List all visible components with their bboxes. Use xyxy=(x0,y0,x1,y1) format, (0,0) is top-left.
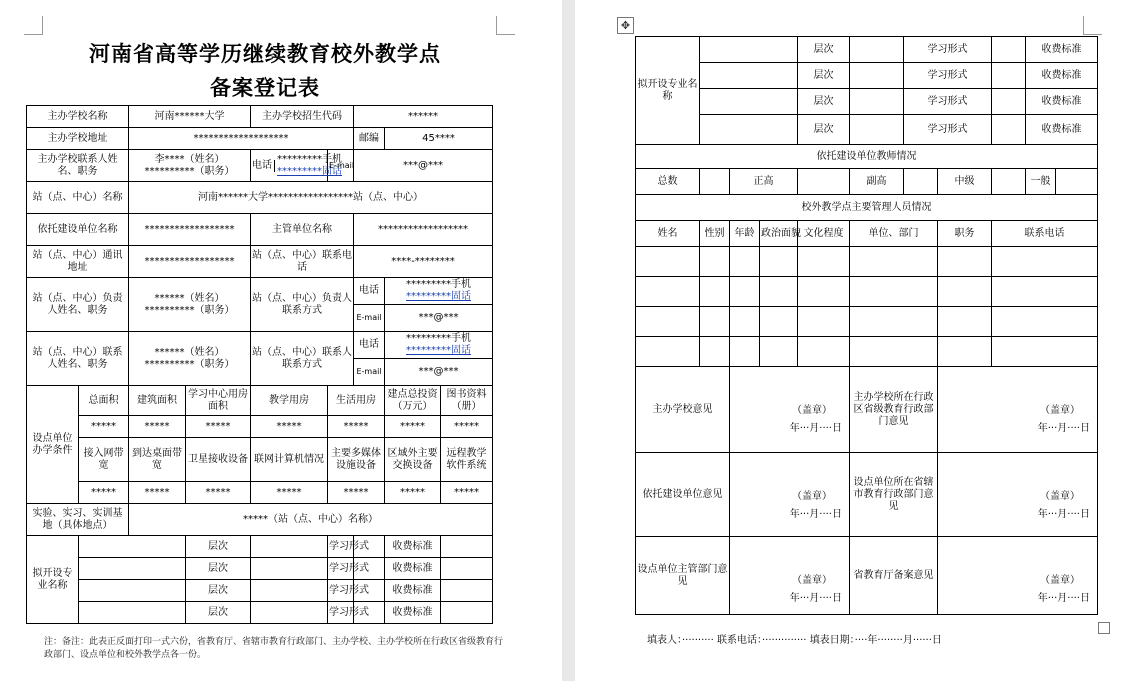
equip-value-3[interactable]: ***** xyxy=(251,482,328,504)
cond-header-6: 图书资料（册） xyxy=(441,386,493,416)
phone-label: 电话 xyxy=(252,160,275,172)
level-label-3: 层次 xyxy=(186,580,251,602)
school-address-label: 主办学校地址 xyxy=(27,128,129,150)
fee-label-1: 收费标准 xyxy=(385,536,441,558)
liaison-title: **********（职务） xyxy=(144,358,235,370)
staff-col-education: 文化程度 xyxy=(798,221,850,247)
cond-value-4[interactable]: ***** xyxy=(328,416,385,438)
cond-header-4: 生活用房 xyxy=(328,386,385,416)
seal-text: （盖章） xyxy=(1040,491,1080,502)
p2-level-value-2[interactable] xyxy=(850,63,904,89)
opinion-city-label: 设点单位所在省辖市教育行政部门意见 xyxy=(850,453,938,537)
phone-landline: *********固话 xyxy=(277,165,342,177)
principal-phone-mobile: *********手机 xyxy=(406,279,471,290)
unit-name-value[interactable]: ****************** xyxy=(129,214,251,246)
level-label-4: 层次 xyxy=(186,602,251,624)
teacher-associate-value[interactable] xyxy=(904,169,938,195)
supervisor-label: 主管单位名称 xyxy=(251,214,354,246)
contact-name: 李****（姓名） xyxy=(154,153,225,165)
p2-form-label-3: 学习形式 xyxy=(904,89,992,115)
p2-fee-label-4: 收费标准 xyxy=(1026,115,1098,145)
opinion-province-label: 省教育厅备案意见 xyxy=(850,537,938,615)
school-address-value[interactable]: ******************* xyxy=(129,128,354,150)
p2-level-value-4[interactable] xyxy=(850,115,904,145)
p2-form-value-2[interactable] xyxy=(992,63,1026,89)
document-page-2 xyxy=(575,0,1129,681)
principal-value[interactable] xyxy=(129,278,251,332)
fee-value-3[interactable] xyxy=(441,580,493,602)
opinion-school-box[interactable] xyxy=(730,367,850,453)
email-value[interactable]: ***@*** xyxy=(354,150,493,182)
equip-value-0[interactable]: ***** xyxy=(79,482,129,504)
filler-row xyxy=(647,631,1087,646)
staff-col-gender: 性别 xyxy=(700,221,730,247)
phone-mobile: *********手机 xyxy=(277,153,342,165)
crop-mark-top-left xyxy=(24,16,43,35)
date-text: 年···月····日 xyxy=(789,593,842,604)
staff-col-department: 单位、部门 xyxy=(850,221,938,247)
cond-header-2: 学习中心用房面积 xyxy=(186,386,251,416)
fee-label-2: 收费标准 xyxy=(385,558,441,580)
seal-text: （盖章） xyxy=(792,491,832,502)
cond-value-2[interactable]: ***** xyxy=(186,416,251,438)
staff-col-name: 姓名 xyxy=(636,221,700,247)
fee-value-1[interactable] xyxy=(441,536,493,558)
fee-label-4: 收费标准 xyxy=(385,602,441,624)
opinion-school-province-box[interactable] xyxy=(938,367,1098,453)
seal-text: （盖章） xyxy=(1040,575,1080,586)
level-value-1[interactable] xyxy=(251,536,328,558)
p2-fee-label-1: 收费标准 xyxy=(1026,37,1098,63)
staff-col-political: 政治面貌 xyxy=(760,221,798,247)
p2-fee-label-3: 收费标准 xyxy=(1026,89,1098,115)
p2-form-value-3[interactable] xyxy=(992,89,1026,115)
staff-col-age: 年龄 xyxy=(730,221,760,247)
table-move-handle-icon[interactable]: ✥ xyxy=(617,17,634,34)
p2-form-label-4: 学习形式 xyxy=(904,115,992,145)
major-label: 拟开设专业名称 xyxy=(27,536,79,624)
p2-level-value-3[interactable] xyxy=(850,89,904,115)
teacher-senior-value[interactable] xyxy=(798,169,850,195)
staff-row[interactable] xyxy=(636,247,1098,277)
registration-table-continued xyxy=(635,36,1098,615)
principal-email-value[interactable]: ***@*** xyxy=(385,305,493,332)
equip-header-6: 远程教学软件系统 xyxy=(441,438,493,482)
opinion-city-box[interactable] xyxy=(938,453,1098,537)
footnote: 注：备注：此表正反面打印一式六份，省教育厅、省辖市教育行政部门、主办学校、主办学校所在行政区省级教育行政部门、设点单位和校外教学点各一份。 xyxy=(44,637,504,660)
postcode-label: 邮编 xyxy=(354,128,385,150)
liaison-phone-landline: *********固话 xyxy=(406,345,471,356)
p2-form-label-2: 学习形式 xyxy=(904,63,992,89)
school-name-value[interactable]: 河南******大学 xyxy=(129,106,251,128)
principal-phone-landline: *********固话 xyxy=(406,291,471,302)
teacher-col-senior: 正高 xyxy=(730,169,798,195)
staff-row[interactable] xyxy=(636,307,1098,337)
staff-row[interactable] xyxy=(636,277,1098,307)
fee-value-4[interactable] xyxy=(441,602,493,624)
opinion-unit-box[interactable] xyxy=(730,453,850,537)
station-phone-value[interactable]: ****-******** xyxy=(354,246,493,278)
p2-level-label-1: 层次 xyxy=(798,37,850,63)
equip-header-0: 接入网带宽 xyxy=(79,438,129,482)
staff-row[interactable] xyxy=(636,337,1098,367)
teacher-col-associate: 副高 xyxy=(850,169,904,195)
cond-value-0[interactable]: ***** xyxy=(79,416,129,438)
teacher-col-intermediate: 中级 xyxy=(938,169,992,195)
p2-level-label-2: 层次 xyxy=(798,63,850,89)
school-code-value[interactable]: ****** xyxy=(354,106,493,128)
crop-mark-top-right-2 xyxy=(1083,16,1102,35)
cond-value-1[interactable]: ***** xyxy=(129,416,186,438)
station-name-label: 站（点、中心）名称 xyxy=(27,182,129,214)
crop-mark-top-right xyxy=(496,16,515,35)
equip-value-2[interactable]: ***** xyxy=(186,482,251,504)
teacher-total-value[interactable] xyxy=(700,169,730,195)
major-name-3[interactable] xyxy=(79,580,186,602)
fee-value-2[interactable] xyxy=(441,558,493,580)
supervisor-value[interactable]: ****************** xyxy=(354,214,493,246)
liaison-email-value[interactable]: ***@*** xyxy=(385,359,493,386)
equip-header-2: 卫星接收设备 xyxy=(186,438,251,482)
seal-text: （盖章） xyxy=(792,575,832,586)
opinion-school-province-label: 主办学校所在行政区省级教育行政部门意见 xyxy=(850,367,938,453)
unit-name-label: 依托建设单位名称 xyxy=(27,214,129,246)
form-title-line-2: 备案登记表 xyxy=(210,75,320,100)
p2-level-label-3: 层次 xyxy=(798,89,850,115)
principal-contact-label: 站（点、中心）负责人联系方式 xyxy=(251,278,354,332)
p2-major-name-2[interactable] xyxy=(700,63,798,89)
p2-major-name-3[interactable] xyxy=(700,89,798,115)
cond-header-0: 总面积 xyxy=(79,386,129,416)
station-address-label: 站（点、中心）通讯地址 xyxy=(27,246,129,278)
school-code-label: 主办学校招生代码 xyxy=(251,106,354,128)
p2-form-value-4[interactable] xyxy=(992,115,1026,145)
principal-email-label: E-mail xyxy=(354,305,385,332)
contact-value[interactable] xyxy=(129,150,251,182)
opinion-supervisor-box[interactable] xyxy=(730,537,850,615)
date-text: 年···月····日 xyxy=(1037,423,1090,434)
equip-value-5[interactable]: ***** xyxy=(385,482,441,504)
liaison-phone-value[interactable] xyxy=(385,332,493,359)
liaison-label: 站（点、中心）联系人姓名、职务 xyxy=(27,332,129,386)
equip-header-1: 到达桌面带宽 xyxy=(129,438,186,482)
level-label-2: 层次 xyxy=(186,558,251,580)
liaison-name: ******（姓名） xyxy=(154,346,225,358)
staff-col-position: 职务 xyxy=(938,221,992,247)
level-value-3[interactable] xyxy=(251,580,328,602)
major-name-4[interactable] xyxy=(79,602,186,624)
contact-phone-label: 联系电话：·············· xyxy=(716,635,807,646)
teacher-general-value[interactable] xyxy=(1056,169,1098,195)
station-name-value[interactable]: 河南******大学*****************站（点、中心） xyxy=(129,182,493,214)
practice-value[interactable]: *****（站（点、中心）名称） xyxy=(129,504,493,536)
equip-value-4[interactable]: ***** xyxy=(328,482,385,504)
level-label-1: 层次 xyxy=(186,536,251,558)
form-label-4: 学习形式 xyxy=(328,602,354,624)
conditions-label: 设点单位办学条件 xyxy=(27,386,79,504)
cond-header-1: 建筑面积 xyxy=(129,386,186,416)
liaison-value[interactable] xyxy=(129,332,251,386)
form-label-1: 学习形式 xyxy=(328,536,354,558)
registration-table xyxy=(26,105,493,624)
cond-header-3: 教学用房 xyxy=(251,386,328,416)
major-name-2[interactable] xyxy=(79,558,186,580)
principal-phone-value[interactable] xyxy=(385,278,493,305)
equip-value-1[interactable]: ***** xyxy=(129,482,186,504)
major-name-1[interactable] xyxy=(79,536,186,558)
fill-date-label: 填表日期：····年········月······日 xyxy=(809,635,942,646)
principal-name: ******（姓名） xyxy=(154,292,225,304)
principal-phone-label: 电话 xyxy=(354,278,385,305)
major-label-p2: 拟开设专业名称 xyxy=(636,37,700,145)
opinion-unit-label: 依托建设单位意见 xyxy=(636,453,730,537)
liaison-email-label: E-mail xyxy=(354,359,385,386)
date-text: 年···月····日 xyxy=(789,423,842,434)
equip-header-5: 区域外主要交换设备 xyxy=(385,438,441,482)
p2-form-label-1: 学习形式 xyxy=(904,37,992,63)
teacher-col-general: 一般 xyxy=(1026,169,1056,195)
equip-value-6[interactable]: ***** xyxy=(441,482,493,504)
p2-form-value-1[interactable] xyxy=(992,37,1026,63)
postcode-value[interactable]: 45**** xyxy=(385,128,493,150)
level-value-2[interactable] xyxy=(251,558,328,580)
filler-label: 填表人：·········· xyxy=(647,635,714,646)
table-resize-handle[interactable] xyxy=(1098,622,1110,634)
principal-title: **********（职务） xyxy=(144,304,235,316)
form-label-3: 学习形式 xyxy=(328,580,354,602)
p2-level-label-4: 层次 xyxy=(798,115,850,145)
opinion-province-box[interactable] xyxy=(938,537,1098,615)
fee-label-3: 收费标准 xyxy=(385,580,441,602)
school-name-label: 主办学校名称 xyxy=(27,106,129,128)
opinion-supervisor-label: 设点单位主管部门意见 xyxy=(636,537,730,615)
form-label-2: 学习形式 xyxy=(328,558,354,580)
date-text: 年···月····日 xyxy=(789,509,842,520)
liaison-phone-label: 电话 xyxy=(354,332,385,359)
document-page-1 xyxy=(0,0,562,681)
staff-section-title: 校外教学点主要管理人员情况 xyxy=(636,195,1098,221)
date-text: 年···月····日 xyxy=(1037,509,1090,520)
email-label: E-mail xyxy=(328,150,354,182)
date-text: 年···月····日 xyxy=(1037,593,1090,604)
contact-label: 主办学校联系人姓名、职务 xyxy=(27,150,129,182)
p2-major-name-4[interactable] xyxy=(700,115,798,145)
seal-text: （盖章） xyxy=(1040,405,1080,416)
contact-title: **********（职务） xyxy=(144,165,235,177)
p2-level-value-1[interactable] xyxy=(850,37,904,63)
practice-label: 实验、实习、实训基地（具体地点） xyxy=(27,504,129,536)
form-title-line-1: 河南省高等学历继续教育校外教学点 xyxy=(89,41,441,66)
opinion-school-label: 主办学校意见 xyxy=(636,367,730,453)
cond-header-5: 建点总投资（万元） xyxy=(385,386,441,416)
station-address-value[interactable]: ****************** xyxy=(129,246,251,278)
staff-col-phone: 联系电话 xyxy=(992,221,1098,247)
liaison-phone-mobile: *********手机 xyxy=(406,333,471,344)
liaison-contact-label: 站（点、中心）联系人联系方式 xyxy=(251,332,354,386)
equip-header-4: 主要多媒体设施设备 xyxy=(328,438,385,482)
principal-label: 站（点、中心）负责人姓名、职务 xyxy=(27,278,129,332)
teacher-col-total: 总数 xyxy=(636,169,700,195)
p2-major-name-1[interactable] xyxy=(700,37,798,63)
seal-text: （盖章） xyxy=(792,405,832,416)
cond-value-3[interactable]: ***** xyxy=(251,416,328,438)
cond-value-5[interactable]: ***** xyxy=(385,416,441,438)
cond-value-6[interactable]: ***** xyxy=(441,416,493,438)
teacher-intermediate-value[interactable] xyxy=(992,169,1026,195)
p2-fee-label-2: 收费标准 xyxy=(1026,63,1098,89)
teachers-section-title: 依托建设单位教师情况 xyxy=(636,145,1098,169)
level-value-4[interactable] xyxy=(251,602,328,624)
equip-header-3: 联网计算机情况 xyxy=(251,438,328,482)
station-phone-label: 站（点、中心）联系电话 xyxy=(251,246,354,278)
